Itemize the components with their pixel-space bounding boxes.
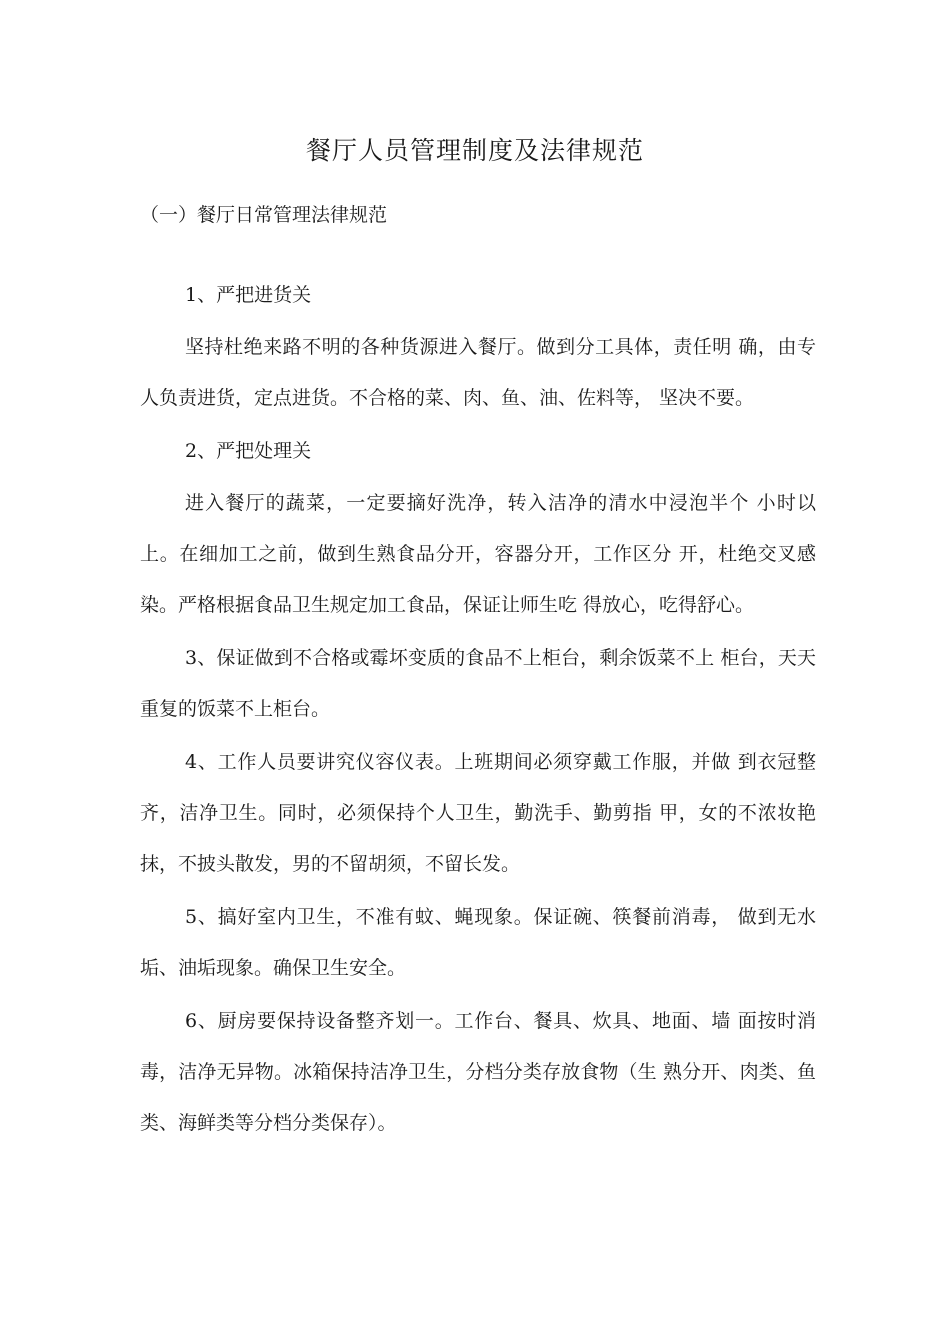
- item-heading-1: 1、严把进货关: [185, 284, 312, 306]
- document-title: 餐厅人员管理制度及法律规范: [305, 136, 644, 165]
- paragraph-2: 进入餐厅的蔬菜，一定要摘好洗净，转入洁净的清水中浸泡半个 小时以上。在细加工之前，做到生熟食品分开，容器分开，工作区分 开，杜绝交叉感染。严格根据食品卫生规定加工食品，保证让师生吃 得放心，吃得舒心。: [140, 492, 816, 616]
- paragraph-4: 4、工作人员要讲究仪容仪表。上班期间必须穿戴工作服，并做 到衣冠整齐，洁净卫生。同时，必须保持个人卫生，勤洗手、勤剪指 甲，女的不浓妆艳抹，不披头散发，男的不留胡须，不留长发。: [140, 751, 816, 875]
- paragraph-6: 6、厨房要保持设备整齐划一。工作台、餐具、炊具、地面、墙 面按时消毒，洁净无异物。冰箱保持洁净卫生，分档分类存放食物（生 熟分开、肉类、鱼类、海鲜类等分档分类保存）。: [140, 1010, 816, 1134]
- document-body: [140, 270, 816, 1151]
- item-heading-2: 2、严把处理关: [185, 440, 312, 462]
- section-heading: （一）餐厅日常管理法律规范: [140, 204, 388, 226]
- paragraph-5: 5、搞好室内卫生，不准有蚊、蝇现象。保证碗、筷餐前消毒， 做到无水垢、油垢现象。确保卫生安全。: [140, 906, 816, 979]
- paragraph-1: 坚持杜绝来路不明的各种货源进入餐厅。做到分工具体，责任明 确，由专人负责进货，定点进货。不合格的菜、肉、鱼、油、佐料等， 坚决不要。: [140, 336, 816, 409]
- paragraph-3: 3、保证做到不合格或霉坏变质的食品不上柜台，剩余饭菜不上 柜台，天天重复的饭菜不上柜台。: [140, 647, 816, 720]
